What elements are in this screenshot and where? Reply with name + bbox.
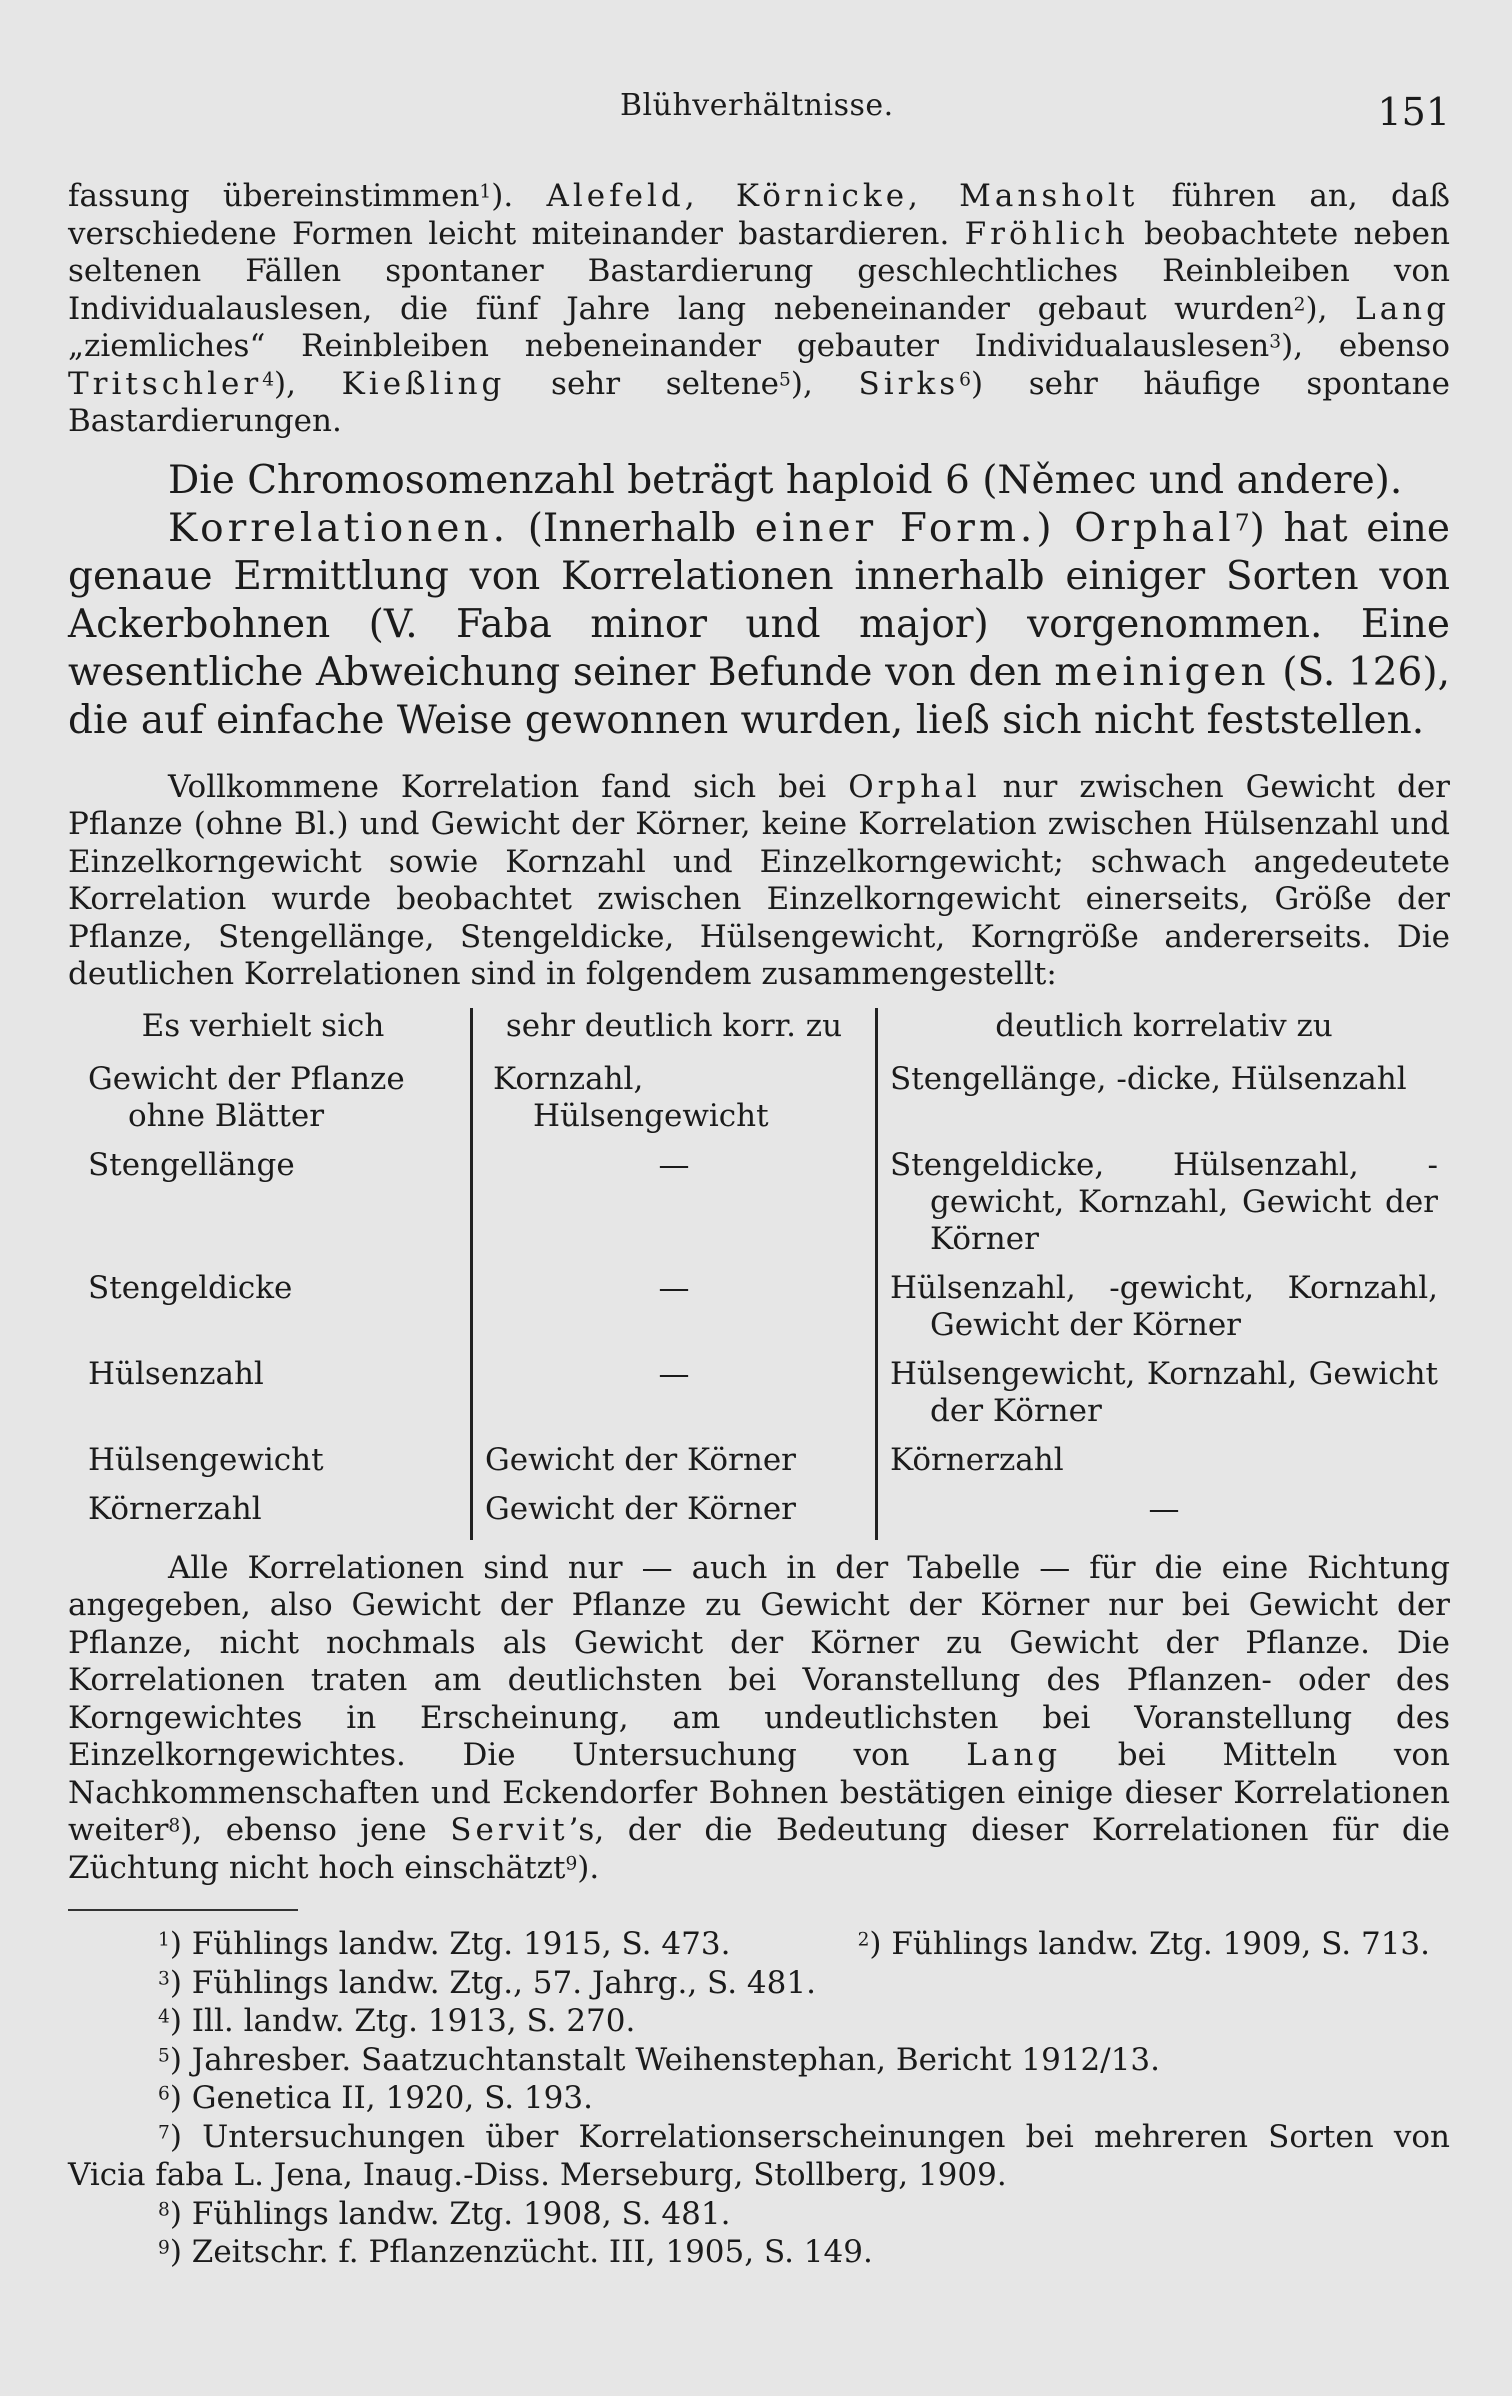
footnote-ref-9: 9 xyxy=(565,1853,578,1875)
footnote-ref-6: 6 xyxy=(959,369,971,391)
paragraph-correlation-notes: Alle Korrelationen sind nur — auch in der Tabelle — für die eine Richtung angegeben, also Gewicht der Pflanze zu Gewicht der Körner nur bei Gewicht der Pflanze, nicht nochmals als Gewicht der Körner zu Gewicht der Pflanze. Die Korrelationen traten am deutlichsten bei Voranstellung des Pflanzen- oder des Korngewichtes in Erscheinung, am undeutlichsten bei Voranstellung des Einzelkorngewichtes. Die Untersuchung von Lang bei Mitteln von Nachkommenschaften und Eckendorfer Bohnen bestätigen einige dieser Korrelationen weiter$^8$), ebenso jene Servit’s, der die Bedeutung dieser Korrelationen für die Züchtung nicht hoch einschätzt$^9$). xyxy=(68,1549,1451,1886)
page-body xyxy=(68,178,1450,2272)
author-kiessling: Kießling xyxy=(341,365,506,402)
table-cell: — xyxy=(472,1270,877,1356)
footnote-8: $^8$) Fühlings landw. Ztg. 1908, S. 481. xyxy=(158,2195,731,2232)
footnote-divider xyxy=(68,1909,298,1911)
author-lang: Lang xyxy=(966,1737,1062,1773)
table-header: sehr deutlich korr. zu xyxy=(472,1008,877,1061)
author-orphal: Orphal xyxy=(848,768,981,805)
paragraph-correlations: Korrelationen. (Innerhalb einer Form.) Orphal$^7$) hat eine genaue Ermittlung von Korrelationen innerhalb einiger Sorten von Ackerbohnen (V. Faba minor und major) vorgenommen. Eine wesentliche Abweichung seiner Befunde von den meinigen (S. 126), die auf einfache Weise gewonnen wurden, ließ sich nicht feststellen. xyxy=(68,505,1450,743)
table-cell: Hülsengewicht xyxy=(88,1441,324,1478)
page-header xyxy=(0,88,1512,138)
footnote-6: $^6$) Genetica II, 1920, S. 193. xyxy=(158,2080,593,2116)
footnote-ref-5: 5 xyxy=(779,369,791,391)
table-cell: Stengeldicke, Hülsenzahl, -gewicht, Kornzahl, Gewicht der Körner xyxy=(890,1146,1438,1257)
table-cell: Gewicht der Körner xyxy=(472,1442,877,1491)
correlation-table xyxy=(68,1008,1450,1540)
author-lang: Lang xyxy=(1355,290,1450,327)
footnote-3: $^3$) Fühlings landw. Ztg., 57. Jahrg., S. 481. xyxy=(158,1964,816,2001)
footnote-ref-8: 8 xyxy=(168,1815,181,1837)
table-header-row xyxy=(68,1008,1450,1061)
footnote-9: $^9$) Zeitschr. f. Pflanzenzücht. III, 1905, S. 149. xyxy=(158,2234,873,2270)
page-number: 151 xyxy=(1377,90,1450,134)
footnote-ref-2: 2 xyxy=(1293,294,1306,316)
table-cell: Hülsengewicht, Kornzahl, Gewicht der Körner xyxy=(890,1355,1438,1429)
paragraph-orphal-results: Vollkommene Korrelation fand sich bei Orphal nur zwischen Gewicht der Pflanze (ohne Bl.) und Gewicht der Körner, keine Korrelation zwischen Hülsenzahl und Einzelkorngewicht sowie Kornzahl und Einzelkorngewicht; schwach angedeutete Korrelation wurde beobachtet zwischen Einzelkorngewicht einerseits, Größe der Pflanze, Stengellänge, Stengeldicke, Hülsengewicht, Korngröße andererseits. Die deutlichen Korrelationen sind in folgendem zusammengestellt: xyxy=(68,768,1450,992)
author-tritschler: Tritschler xyxy=(68,365,263,402)
table-cell: — xyxy=(1148,1490,1180,1527)
running-head: Blühverhältnisse. xyxy=(620,88,894,123)
section-heading-correlations: Korrelationen. xyxy=(168,505,509,551)
footnotes xyxy=(68,1925,1450,2272)
footnote-1: $^1$) Fühlings landw. Ztg. 1915, S. 473. xyxy=(158,1926,731,1962)
footnote-ref-1: 1 xyxy=(479,181,492,203)
footnote-4: $^4$) Ill. landw. Ztg. 1913, S. 270. xyxy=(158,2003,636,2039)
table-cell: Gewicht der Pflanze ohne Blätter xyxy=(88,1060,405,1134)
table-cell: — xyxy=(472,1147,877,1270)
table-row xyxy=(68,1356,1450,1442)
table-row xyxy=(68,1442,1450,1491)
table-header: deutlich korrelativ zu xyxy=(995,1007,1333,1044)
footnote-5: $^5$) Jahresber. Saatzuchtanstalt Weihenstephan, Bericht 1912/13. xyxy=(158,2041,1160,2078)
table-row xyxy=(68,1061,1450,1147)
footnote-ref-4: 4 xyxy=(262,369,275,391)
table-row xyxy=(68,1270,1450,1356)
table-cell: Stengellänge, -dicke, Hülsenzahl xyxy=(890,1060,1407,1097)
author-froehlich: Fröhlich xyxy=(964,215,1129,252)
table-row xyxy=(68,1491,1450,1540)
footnote-ref-7: 7 xyxy=(1234,507,1250,536)
footnote-2: $^2$) Fühlings landw. Ztg. 1909, S. 713. xyxy=(857,1926,1430,1962)
table-cell: Gewicht der Körner xyxy=(472,1491,877,1540)
table-cell: Hülsenzahl xyxy=(88,1355,264,1392)
paragraph-chromosomes: Die Chromosomenzahl beträgt haploid 6 (Němec und andere). xyxy=(168,457,1403,503)
author-servit: Servit xyxy=(450,1812,569,1848)
author-orphal: Orphal xyxy=(1074,505,1235,551)
author-names: Alefeld, Körnicke, Mansholt xyxy=(546,178,1139,214)
table-cell: Stengellänge xyxy=(88,1146,295,1183)
table-row xyxy=(68,1147,1450,1270)
table-cell: Körnerzahl xyxy=(890,1441,1064,1478)
table-cell: Hülsenzahl, -gewicht, Kornzahl, Gewicht der Körner xyxy=(890,1269,1438,1343)
footnote-ref-3: 3 xyxy=(1269,331,1282,353)
footnote-line xyxy=(68,1925,1450,1964)
table-cell: Kornzahl, Hülsengewicht xyxy=(472,1061,877,1147)
table-cell: Körnerzahl xyxy=(88,1490,262,1527)
footnote-7: $^7$) Untersuchungen über Korrelationserscheinungen bei mehreren Sorten von Vicia faba L. Jena, Inaug.-Diss. Merseburg, Stollberg, 1909. xyxy=(68,2118,1450,2193)
table-cell: Stengeldicke xyxy=(88,1269,293,1306)
table-cell: — xyxy=(472,1356,877,1442)
table-header: Es verhielt sich xyxy=(141,1007,385,1044)
paragraph-hybridization: fassung übereinstimmen$^1$). Alefeld, Körnicke, Mansholt führen an, daß verschiedene Formen leicht miteinander bastardieren. Fröhlich beobachtete neben seltenen Fällen spontaner Bastardierung geschlechtliches Reinbleiben von Individualauslesen, die fünf Jahre lang nebeneinander gebaut wurden$^2$), Lang „ziemliches“ Reinbleiben nebeneinander gebauter Individualauslesen$^3$), ebenso Tritschler$^4$), Kießling sehr seltene$^5$), Sirks$^6$) sehr häufige spontane Bastardierungen. xyxy=(68,178,1450,439)
author-sirks: Sirks xyxy=(858,365,960,402)
